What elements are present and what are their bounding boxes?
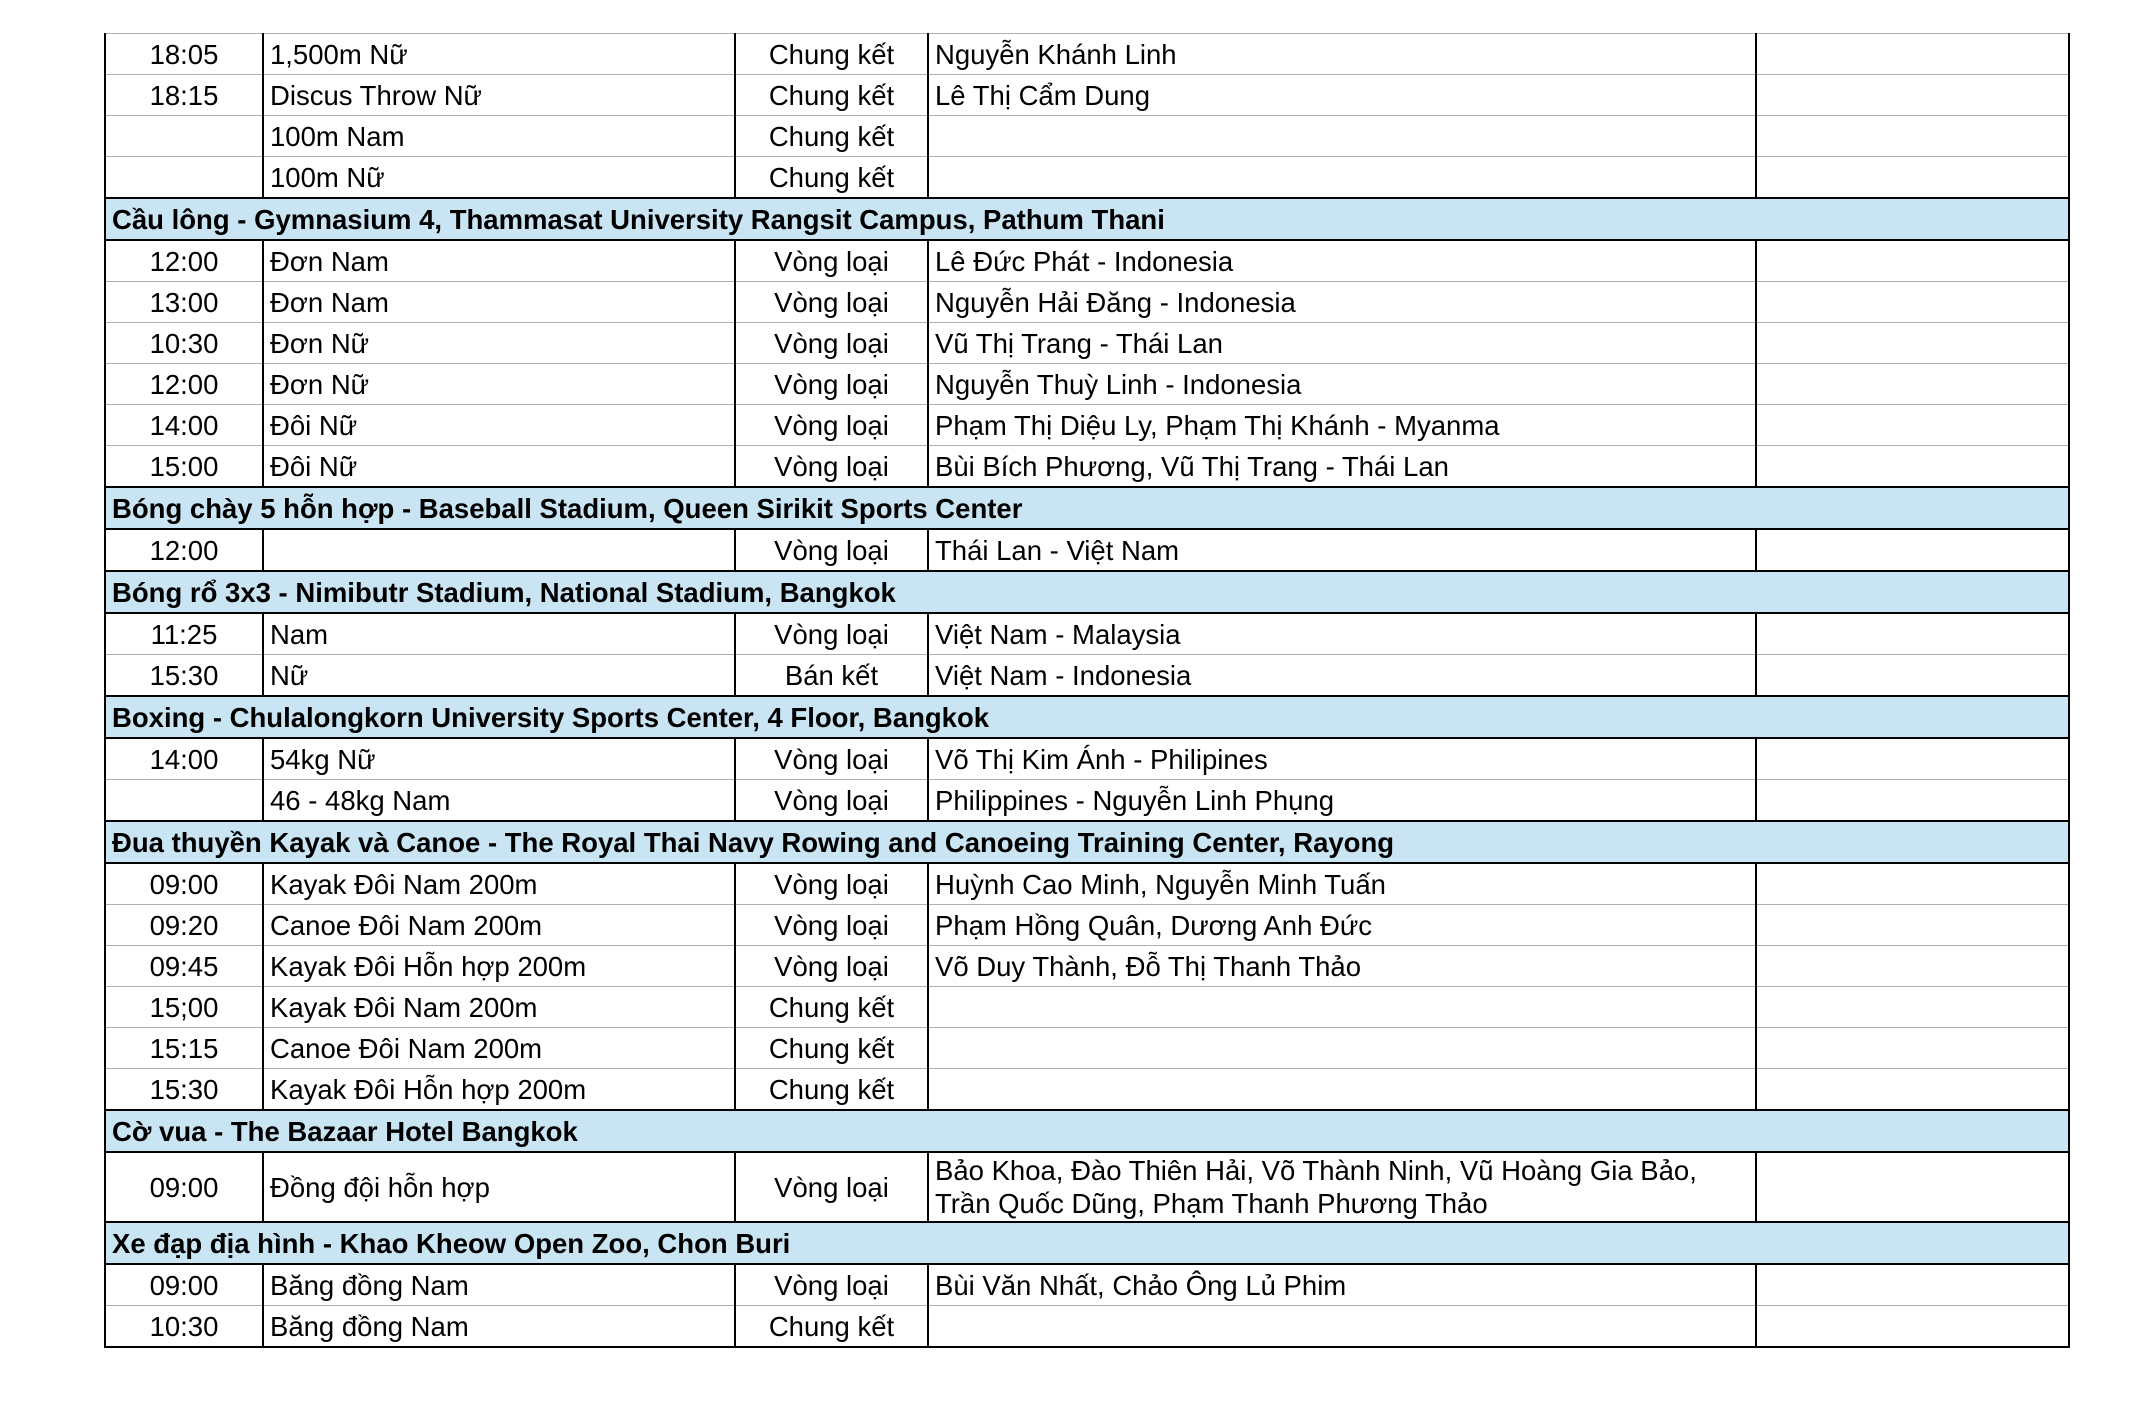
stage-cell: Vòng loại xyxy=(735,240,928,282)
table-row xyxy=(105,987,2069,1028)
empty-cell xyxy=(1756,364,2069,405)
table-row xyxy=(105,1306,2069,1348)
section-title: Đua thuyền Kayak và Canoe - The Royal Thai Navy Rowing and Canoeing Training Center, Rayong xyxy=(105,821,2069,863)
empty-cell xyxy=(1756,1028,2069,1069)
stage-cell: Chung kết xyxy=(735,1306,928,1348)
stage-cell: Vòng loại xyxy=(735,1152,928,1222)
table-row xyxy=(105,240,2069,282)
stage-cell: Vòng loại xyxy=(735,780,928,822)
event-cell: Đơn Nữ xyxy=(263,323,735,364)
athletes-cell: Bảo Khoa, Đào Thiên Hải, Võ Thành Ninh, Vũ Hoàng Gia Bảo, Trần Quốc Dũng, Phạm Thanh Phương Thảo xyxy=(928,1152,1756,1222)
table-row xyxy=(105,157,2069,199)
section-title: Xe đạp địa hình - Khao Kheow Open Zoo, Chon Buri xyxy=(105,1222,2069,1264)
table-row xyxy=(105,655,2069,697)
empty-cell xyxy=(1756,282,2069,323)
stage-cell: Chung kết xyxy=(735,1028,928,1069)
table-row xyxy=(105,905,2069,946)
table-row xyxy=(105,863,2069,905)
section-header-row xyxy=(105,1110,2069,1152)
empty-cell xyxy=(1756,613,2069,655)
section-header-row xyxy=(105,487,2069,529)
table-row xyxy=(105,738,2069,780)
stage-cell: Chung kết xyxy=(735,34,928,75)
event-cell: Nam xyxy=(263,613,735,655)
stage-cell: Vòng loại xyxy=(735,405,928,446)
section-header-row xyxy=(105,571,2069,613)
athletes-cell: Việt Nam - Indonesia xyxy=(928,655,1756,697)
event-cell: 100m Nữ xyxy=(263,157,735,199)
section-title: Bóng chày 5 hỗn hợp - Baseball Stadium, Queen Sirikit Sports Center xyxy=(105,487,2069,529)
event-cell: Kayak Đôi Nam 200m xyxy=(263,863,735,905)
time-cell: 12:00 xyxy=(105,529,263,571)
event-cell: 46 - 48kg Nam xyxy=(263,780,735,822)
empty-cell xyxy=(1756,1152,2069,1222)
table-row xyxy=(105,364,2069,405)
stage-cell: Vòng loại xyxy=(735,863,928,905)
empty-cell xyxy=(1756,157,2069,199)
section-header-row xyxy=(105,696,2069,738)
athletes-cell: Lê Thị Cẩm Dung xyxy=(928,75,1756,116)
time-cell: 10:30 xyxy=(105,1306,263,1348)
table-row xyxy=(105,946,2069,987)
stage-cell: Vòng loại xyxy=(735,1264,928,1306)
athletes-cell xyxy=(928,987,1756,1028)
table-row xyxy=(105,116,2069,157)
table-row xyxy=(105,446,2069,488)
athletes-cell: Bùi Văn Nhất, Chảo Ông Lủ Phim xyxy=(928,1264,1756,1306)
section-title: Boxing - Chulalongkorn University Sports Center, 4 Floor, Bangkok xyxy=(105,696,2069,738)
table-row xyxy=(105,529,2069,571)
stage-cell: Chung kết xyxy=(735,157,928,199)
empty-cell xyxy=(1756,34,2069,75)
athletes-cell: Phạm Hồng Quân, Dương Anh Đức xyxy=(928,905,1756,946)
table-row xyxy=(105,1069,2069,1111)
table-row xyxy=(105,1264,2069,1306)
athletes-cell xyxy=(928,1028,1756,1069)
time-cell: 09:00 xyxy=(105,1264,263,1306)
stage-cell: Vòng loại xyxy=(735,364,928,405)
time-cell: 15:30 xyxy=(105,655,263,697)
table-row xyxy=(105,75,2069,116)
empty-cell xyxy=(1756,240,2069,282)
schedule-table xyxy=(104,33,2070,1348)
athletes-cell: Võ Duy Thành, Đỗ Thị Thanh Thảo xyxy=(928,946,1756,987)
stage-cell: Vòng loại xyxy=(735,529,928,571)
time-cell xyxy=(105,157,263,199)
empty-cell xyxy=(1756,405,2069,446)
athletes-cell: Việt Nam - Malaysia xyxy=(928,613,1756,655)
time-cell: 12:00 xyxy=(105,364,263,405)
stage-cell: Chung kết xyxy=(735,75,928,116)
section-header-row xyxy=(105,821,2069,863)
event-cell: Kayak Đôi Nam 200m xyxy=(263,987,735,1028)
section-header-row xyxy=(105,1222,2069,1264)
empty-cell xyxy=(1756,738,2069,780)
schedule-table-body xyxy=(105,34,2069,1348)
athletes-cell: Thái Lan - Việt Nam xyxy=(928,529,1756,571)
time-cell: 14:00 xyxy=(105,738,263,780)
empty-cell xyxy=(1756,905,2069,946)
time-cell: 09:45 xyxy=(105,946,263,987)
stage-cell: Vòng loại xyxy=(735,946,928,987)
athletes-cell: Nguyễn Hải Đăng - Indonesia xyxy=(928,282,1756,323)
table-row xyxy=(105,323,2069,364)
stage-cell: Chung kết xyxy=(735,1069,928,1111)
time-cell xyxy=(105,780,263,822)
event-cell: 54kg Nữ xyxy=(263,738,735,780)
empty-cell xyxy=(1756,1306,2069,1348)
table-row xyxy=(105,780,2069,822)
event-cell: Đơn Nữ xyxy=(263,364,735,405)
table-row xyxy=(105,1152,2069,1222)
section-title: Bóng rổ 3x3 - Nimibutr Stadium, National Stadium, Bangkok xyxy=(105,571,2069,613)
time-cell: 18:05 xyxy=(105,34,263,75)
time-cell: 15;00 xyxy=(105,987,263,1028)
time-cell: 15:30 xyxy=(105,1069,263,1111)
event-cell: Canoe Đôi Nam 200m xyxy=(263,905,735,946)
empty-cell xyxy=(1756,987,2069,1028)
empty-cell xyxy=(1756,863,2069,905)
event-cell: Đôi Nữ xyxy=(263,446,735,488)
athletes-cell: Nguyễn Khánh Linh xyxy=(928,34,1756,75)
event-cell: Nữ xyxy=(263,655,735,697)
athletes-cell: Bùi Bích Phương, Vũ Thị Trang - Thái Lan xyxy=(928,446,1756,488)
table-row xyxy=(105,1028,2069,1069)
athletes-cell xyxy=(928,157,1756,199)
table-row xyxy=(105,34,2069,75)
event-cell: Discus Throw Nữ xyxy=(263,75,735,116)
empty-cell xyxy=(1756,1264,2069,1306)
event-cell: 1,500m Nữ xyxy=(263,34,735,75)
time-cell: 15:00 xyxy=(105,446,263,488)
table-row xyxy=(105,405,2069,446)
time-cell xyxy=(105,116,263,157)
athletes-cell xyxy=(928,1069,1756,1111)
section-title: Cờ vua - The Bazaar Hotel Bangkok xyxy=(105,1110,2069,1152)
athletes-cell xyxy=(928,116,1756,157)
time-cell: 18:15 xyxy=(105,75,263,116)
empty-cell xyxy=(1756,655,2069,697)
time-cell: 10:30 xyxy=(105,323,263,364)
event-cell: Đơn Nam xyxy=(263,282,735,323)
event-cell: Kayak Đôi Hỗn hợp 200m xyxy=(263,946,735,987)
athletes-cell: Huỳnh Cao Minh, Nguyễn Minh Tuấn xyxy=(928,863,1756,905)
time-cell: 09:20 xyxy=(105,905,263,946)
empty-cell xyxy=(1756,446,2069,488)
time-cell: 15:15 xyxy=(105,1028,263,1069)
stage-cell: Vòng loại xyxy=(735,323,928,364)
empty-cell xyxy=(1756,116,2069,157)
empty-cell xyxy=(1756,780,2069,822)
athletes-cell: Nguyễn Thuỳ Linh - Indonesia xyxy=(928,364,1756,405)
table-row xyxy=(105,282,2069,323)
time-cell: 11:25 xyxy=(105,613,263,655)
stage-cell: Vòng loại xyxy=(735,282,928,323)
empty-cell xyxy=(1756,529,2069,571)
athletes-cell: Philippines - Nguyễn Linh Phụng xyxy=(928,780,1756,822)
stage-cell: Vòng loại xyxy=(735,446,928,488)
time-cell: 12:00 xyxy=(105,240,263,282)
stage-cell: Chung kết xyxy=(735,116,928,157)
empty-cell xyxy=(1756,323,2069,364)
event-cell: Canoe Đôi Nam 200m xyxy=(263,1028,735,1069)
time-cell: 09:00 xyxy=(105,863,263,905)
time-cell: 09:00 xyxy=(105,1152,263,1222)
time-cell: 13:00 xyxy=(105,282,263,323)
stage-cell: Vòng loại xyxy=(735,905,928,946)
stage-cell: Vòng loại xyxy=(735,613,928,655)
athletes-cell xyxy=(928,1306,1756,1348)
empty-cell xyxy=(1756,946,2069,987)
empty-cell xyxy=(1756,75,2069,116)
table-row xyxy=(105,613,2069,655)
event-cell: Băng đồng Nam xyxy=(263,1264,735,1306)
stage-cell: Bán kết xyxy=(735,655,928,697)
event-cell: Kayak Đôi Hỗn hợp 200m xyxy=(263,1069,735,1111)
event-cell: Băng đồng Nam xyxy=(263,1306,735,1348)
stage-cell: Vòng loại xyxy=(735,738,928,780)
section-header-row xyxy=(105,198,2069,240)
athletes-cell: Võ Thị Kim Ánh - Philipines xyxy=(928,738,1756,780)
stage-cell: Chung kết xyxy=(735,987,928,1028)
event-cell: Đồng đội hỗn hợp xyxy=(263,1152,735,1222)
event-cell: Đơn Nam xyxy=(263,240,735,282)
event-cell: 100m Nam xyxy=(263,116,735,157)
athletes-cell: Lê Đức Phát - Indonesia xyxy=(928,240,1756,282)
empty-cell xyxy=(1756,1069,2069,1111)
time-cell: 14:00 xyxy=(105,405,263,446)
event-cell xyxy=(263,529,735,571)
section-title: Cầu lông - Gymnasium 4, Thammasat University Rangsit Campus, Pathum Thani xyxy=(105,198,2069,240)
athletes-cell: Vũ Thị Trang - Thái Lan xyxy=(928,323,1756,364)
event-cell: Đôi Nữ xyxy=(263,405,735,446)
athletes-cell: Phạm Thị Diệu Ly, Phạm Thị Khánh - Myanma xyxy=(928,405,1756,446)
